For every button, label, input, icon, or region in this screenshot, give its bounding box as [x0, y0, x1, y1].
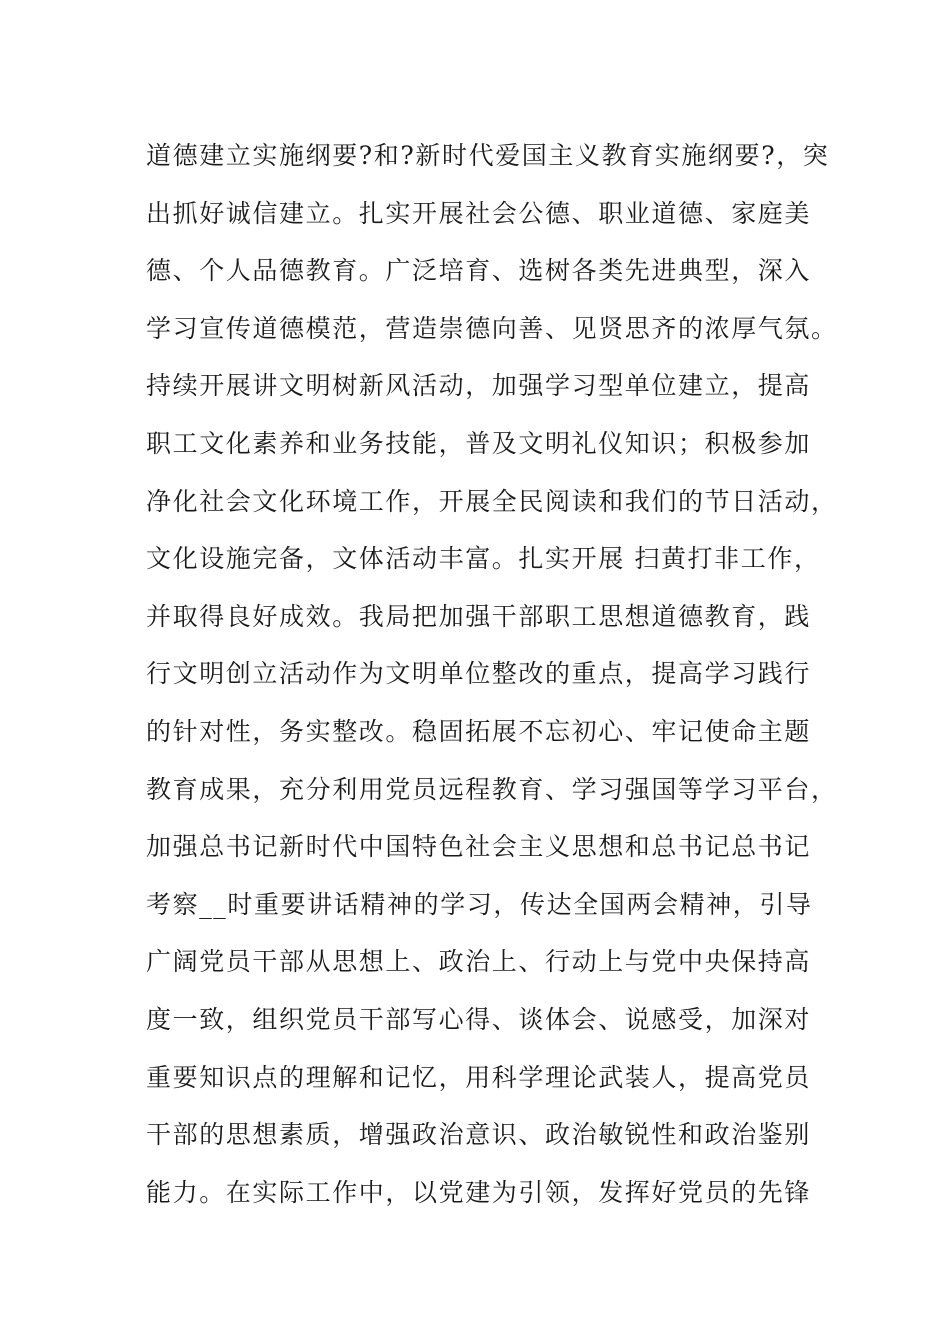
- text-line-19: 能力。在实际工作中，以党建为引领，发挥好党员的先锋: [146, 1177, 812, 1207]
- text-line-8: 文化设施完备，文体活动丰富。扎实开展 扫黄打非工作，: [146, 544, 821, 574]
- text-line-11: 的针对性，务实整改。稳固拓展不忘初心、牢记使命主题: [146, 716, 812, 746]
- text-line-15: 广阔党员干部从思想上、政治上、行动上与党中央保持高: [146, 947, 812, 977]
- text-line-12: 教育成果，充分利用党员远程教育、学习强国等学习平台，: [146, 774, 838, 804]
- text-line-10: 行文明创立活动作为文明单位整改的重点，提高学习践行: [146, 659, 812, 689]
- text-line-5: 持续开展讲文明树新风活动，加强学习型单位建立，提高: [146, 371, 812, 401]
- text-line-18: 干部的思想素质，增强政治意识、政治敏锐性和政治鉴别: [146, 1120, 812, 1150]
- text-line-2: 出抓好诚信建立。扎实开展社会公德、职业道德、家庭美: [146, 198, 812, 228]
- text-line-13: 加强总书记新时代中国特色社会主义思想和总书记总书记: [146, 832, 812, 862]
- text-line-6: 职工文化素养和业务技能，普及文明礼仪知识；积极参加: [146, 428, 812, 458]
- text-line-4: 学习宣传道德模范，营造崇德向善、见贤思齐的浓厚气氛。: [146, 313, 838, 343]
- body-text: [146, 127, 838, 1221]
- text-line-1: 道德建立实施纲要?和?新时代爱国主义教育实施纲要?，突: [146, 141, 830, 170]
- text-line-9: 并取得良好成效。我局把加强干部职工思想道德教育，践: [146, 601, 812, 631]
- text-line-16: 度一致，组织党员干部写心得、谈体会、说感受，加深对: [146, 1004, 812, 1034]
- text-line-17: 重要知识点的理解和记忆，用科学理论武装人，提高党员: [146, 1062, 812, 1092]
- text-line-7: 净化社会文化环境工作，开展全民阅读和我们的节日活动，: [146, 486, 838, 516]
- text-line-14: 考察__时重要讲话精神的学习，传达全国两会精神，引导: [146, 889, 813, 919]
- text-line-3: 德、个人品德教育。广泛培育、选树各类先进典型，深入: [146, 256, 812, 286]
